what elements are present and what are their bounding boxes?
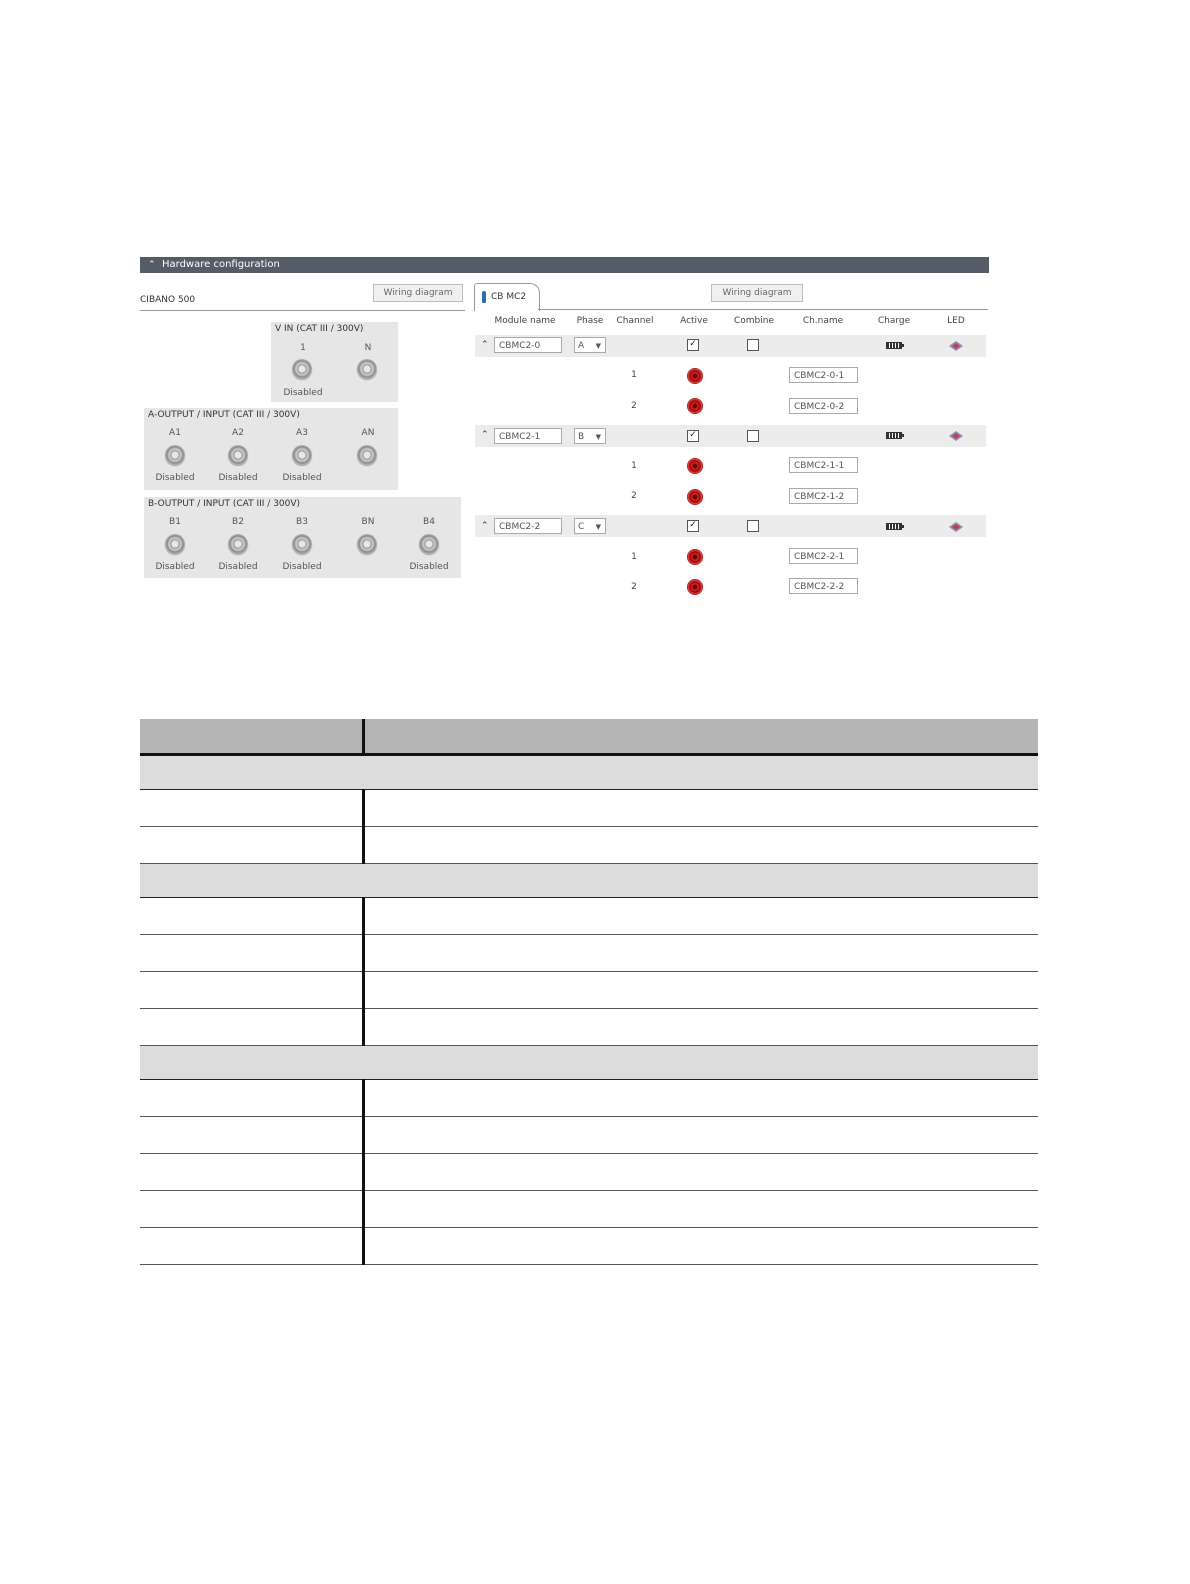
table-header-row	[140, 719, 1038, 755]
terminal-socket-icon[interactable]	[228, 534, 248, 554]
divider	[140, 310, 465, 311]
battery-icon	[886, 523, 902, 530]
table-group-row	[140, 864, 1038, 898]
terminal-status: Disabled	[409, 562, 449, 572]
column-header: Charge	[877, 316, 911, 326]
terminal-socket-icon[interactable]	[357, 534, 377, 554]
column-header: Phase	[576, 316, 604, 326]
terminal-label: A1	[169, 428, 181, 438]
active-checkbox[interactable]: ✓	[687, 430, 699, 442]
hardware-config-header[interactable]	[140, 257, 989, 273]
phase-value: A	[578, 341, 585, 351]
dropdown-arrow-icon: ▼	[595, 342, 601, 350]
probe-icon	[482, 291, 486, 303]
table-row	[140, 935, 1038, 972]
led-indicator-icon[interactable]	[949, 431, 963, 441]
table-row	[140, 1228, 1038, 1265]
terminal-status: Disabled	[282, 562, 322, 572]
table-row	[140, 898, 1038, 935]
tab-label: CB MC2	[491, 292, 527, 302]
terminal-label: N	[364, 343, 372, 353]
terminal-status: Disabled	[155, 473, 195, 483]
chevron-up-icon: ⌃	[148, 260, 156, 270]
terminal-socket-icon[interactable]	[419, 534, 439, 554]
battery-icon	[886, 432, 902, 439]
phase-value: B	[578, 432, 585, 442]
channel-name-field[interactable]: CBMC2-0-1	[789, 367, 858, 383]
terminal-label: B4	[423, 517, 435, 527]
table-row	[140, 972, 1038, 1009]
terminal-socket-icon[interactable]	[228, 445, 248, 465]
channel-name-field[interactable]: CBMC2-2-1	[789, 548, 858, 564]
channel-number: 1	[631, 552, 637, 562]
led-indicator-icon[interactable]	[949, 341, 963, 351]
active-checkbox[interactable]: ✓	[687, 520, 699, 532]
terminal-label: B3	[296, 517, 308, 527]
wiring-diagram-button[interactable]: Wiring diagram	[711, 284, 803, 302]
terminal-socket-icon[interactable]	[292, 534, 312, 554]
battery-icon	[886, 342, 902, 349]
tab-cbmc2[interactable]	[474, 283, 540, 311]
channel-number: 2	[631, 491, 637, 501]
channel-name-field[interactable]: CBMC2-1-2	[789, 488, 858, 504]
terminal-socket-icon[interactable]	[357, 359, 377, 379]
channel-number: 2	[631, 582, 637, 592]
chevron-up-icon[interactable]: ⌃	[481, 340, 489, 350]
terminal-label: B2	[232, 517, 244, 527]
tab-baseline	[538, 309, 988, 310]
terminal-socket-icon[interactable]	[292, 359, 312, 379]
table-row	[140, 1009, 1038, 1046]
module-name-field[interactable]: CBMC2-0	[494, 337, 562, 353]
red-connector-icon[interactable]	[687, 489, 703, 505]
terminal-label: B1	[169, 517, 181, 527]
wiring-diagram-button[interactable]: Wiring diagram	[373, 284, 463, 302]
terminal-label: A2	[232, 428, 244, 438]
channel-name-field[interactable]: CBMC2-2-2	[789, 578, 858, 594]
header-title: Hardware configuration	[162, 259, 280, 270]
red-connector-icon[interactable]	[687, 398, 703, 414]
table-row	[140, 1117, 1038, 1154]
column-header: Ch.name	[802, 316, 844, 326]
terminal-status: Disabled	[283, 388, 323, 398]
terminal-label: 1	[300, 343, 306, 353]
channel-name-field[interactable]: CBMC2-0-2	[789, 398, 858, 414]
terminal-socket-icon[interactable]	[165, 534, 185, 554]
table-row	[140, 1080, 1038, 1117]
table-row	[140, 790, 1038, 827]
terminal-status: Disabled	[155, 562, 195, 572]
terminal-label: A3	[296, 428, 308, 438]
phase-select[interactable]	[574, 337, 606, 353]
module-name-field[interactable]: CBMC2-1	[494, 428, 562, 444]
red-connector-icon[interactable]	[687, 549, 703, 565]
table-row	[140, 827, 1038, 864]
terminal-status: Disabled	[218, 562, 258, 572]
terminal-label: BN	[361, 517, 375, 527]
chevron-up-icon[interactable]: ⌃	[481, 521, 489, 531]
b-output-title: B-OUTPUT / INPUT (CAT III / 300V)	[148, 499, 301, 509]
column-header: Active	[680, 316, 708, 326]
channel-number: 1	[631, 370, 637, 380]
a-output-title: A-OUTPUT / INPUT (CAT III / 300V)	[148, 410, 300, 420]
combine-checkbox[interactable]	[747, 430, 759, 442]
chevron-up-icon[interactable]: ⌃	[481, 430, 489, 440]
column-header: Module name	[494, 316, 556, 326]
column-header: Combine	[733, 316, 774, 326]
phase-select[interactable]	[574, 518, 606, 534]
vin-title: V IN (CAT III / 300V)	[275, 324, 364, 334]
table-row	[140, 1191, 1038, 1228]
dropdown-arrow-icon: ▼	[595, 433, 601, 441]
dropdown-arrow-icon: ▼	[595, 523, 601, 531]
active-checkbox[interactable]: ✓	[687, 339, 699, 351]
device-name: CIBANO 500	[140, 295, 196, 305]
channel-number: 1	[631, 461, 637, 471]
terminal-label: AN	[361, 428, 375, 438]
combine-checkbox[interactable]	[747, 339, 759, 351]
phase-value: C	[578, 522, 585, 532]
terminal-status: Disabled	[282, 473, 322, 483]
red-connector-icon[interactable]	[687, 579, 703, 595]
table-group-row	[140, 1046, 1038, 1080]
red-connector-icon[interactable]	[687, 368, 703, 384]
table-group-row	[140, 755, 1038, 790]
terminal-socket-icon[interactable]	[357, 445, 377, 465]
terminal-socket-icon[interactable]	[292, 445, 312, 465]
column-header: LED	[947, 316, 965, 326]
module-name-field[interactable]: CBMC2-2	[494, 518, 562, 534]
terminal-status: Disabled	[218, 473, 258, 483]
combine-checkbox[interactable]	[747, 520, 759, 532]
description-table	[140, 719, 1038, 1265]
table-row	[140, 1154, 1038, 1191]
led-indicator-icon[interactable]	[949, 522, 963, 532]
channel-number: 2	[631, 401, 637, 411]
phase-select[interactable]	[574, 428, 606, 444]
red-connector-icon[interactable]	[687, 458, 703, 474]
channel-name-field[interactable]: CBMC2-1-1	[789, 457, 858, 473]
terminal-socket-icon[interactable]	[165, 445, 185, 465]
column-header: Channel	[616, 316, 654, 326]
